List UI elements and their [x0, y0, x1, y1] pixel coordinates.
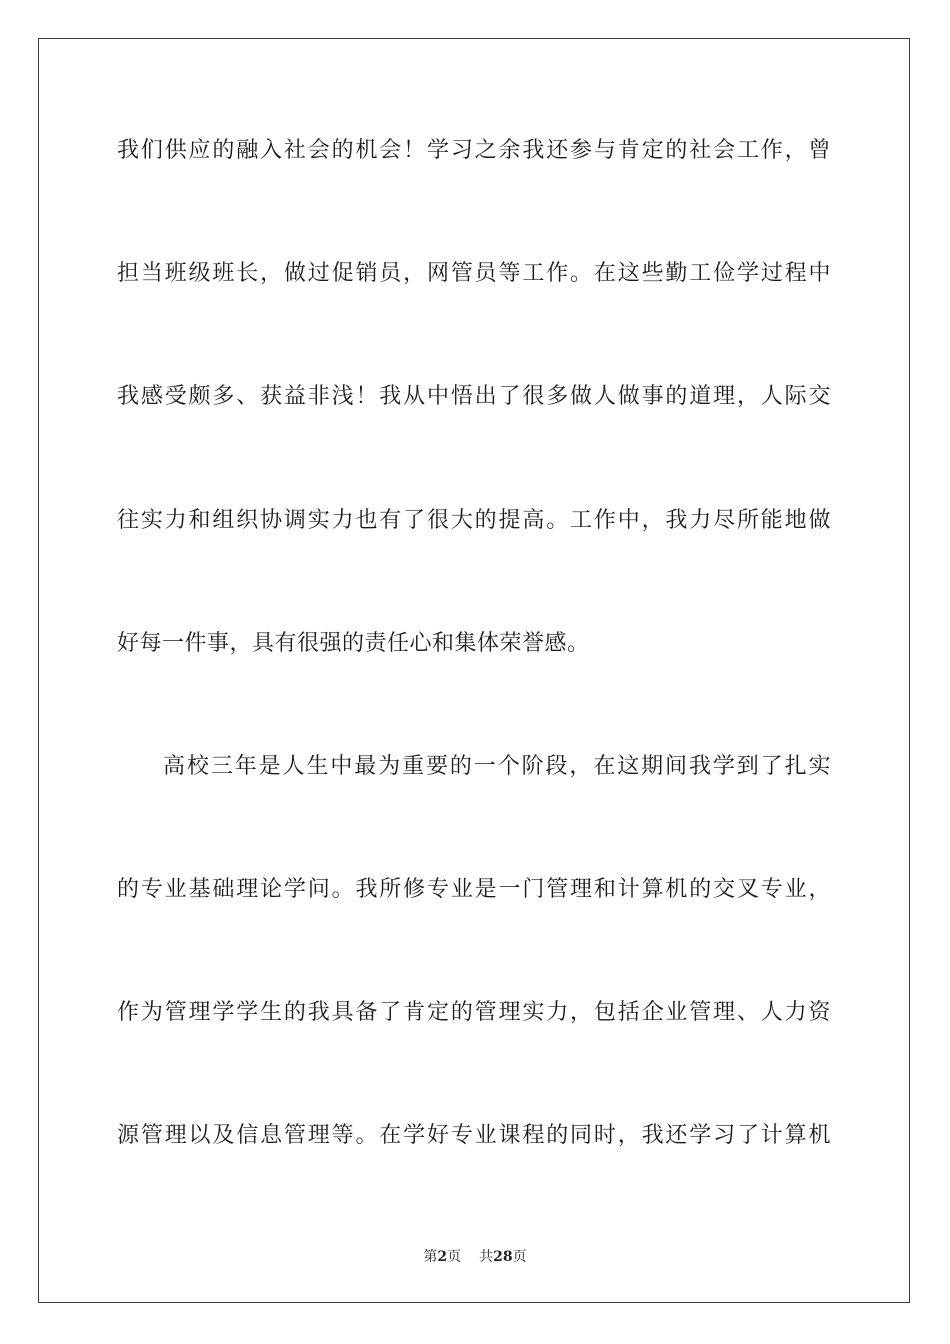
body-line-9: 源管理以及信息管理等。在学好专业课程的同时，我还学习了计算机 [117, 1123, 831, 1148]
footer-page-number: 2 [437, 1249, 448, 1265]
body-line-6: 高校三年是人生中最为重要的一个阶段，在这期间我学到了扎实 [163, 754, 831, 779]
body-line-3: 我感受颇多、获益非浅！我从中悟出了很多做人做事的道理，人际交 [117, 384, 831, 409]
footer-page-suffix: 页 [447, 1249, 462, 1265]
footer-total-prefix: 共 [479, 1249, 494, 1265]
body-line-4: 往实力和组织协调实力也有了很大的提高。工作中，我力尽所能地做 [117, 508, 831, 533]
body-line-7: 的专业基础理论学问。我所修专业是一门管理和计算机的交叉专业， [117, 877, 831, 902]
body-line-2: 担当班级班长，做过促销员，网管员等工作。在这些勤工俭学过程中 [117, 261, 831, 286]
footer-total-suffix: 页 [512, 1249, 527, 1265]
body-line-1: 我们供应的融入社会的机会！学习之余我还参与肯定的社会工作，曾 [117, 138, 831, 163]
page-footer [0, 1247, 950, 1267]
body-line-8: 作为管理学学生的我具备了肯定的管理实力，包括企业管理、人力资 [117, 1000, 831, 1025]
body-line-5: 好每一件事，具有很强的责任心和集体荣誉感。 [117, 631, 590, 656]
footer-page-prefix: 第 [423, 1249, 438, 1265]
footer-total-pages: 28 [493, 1249, 513, 1265]
page-border [38, 38, 910, 1303]
